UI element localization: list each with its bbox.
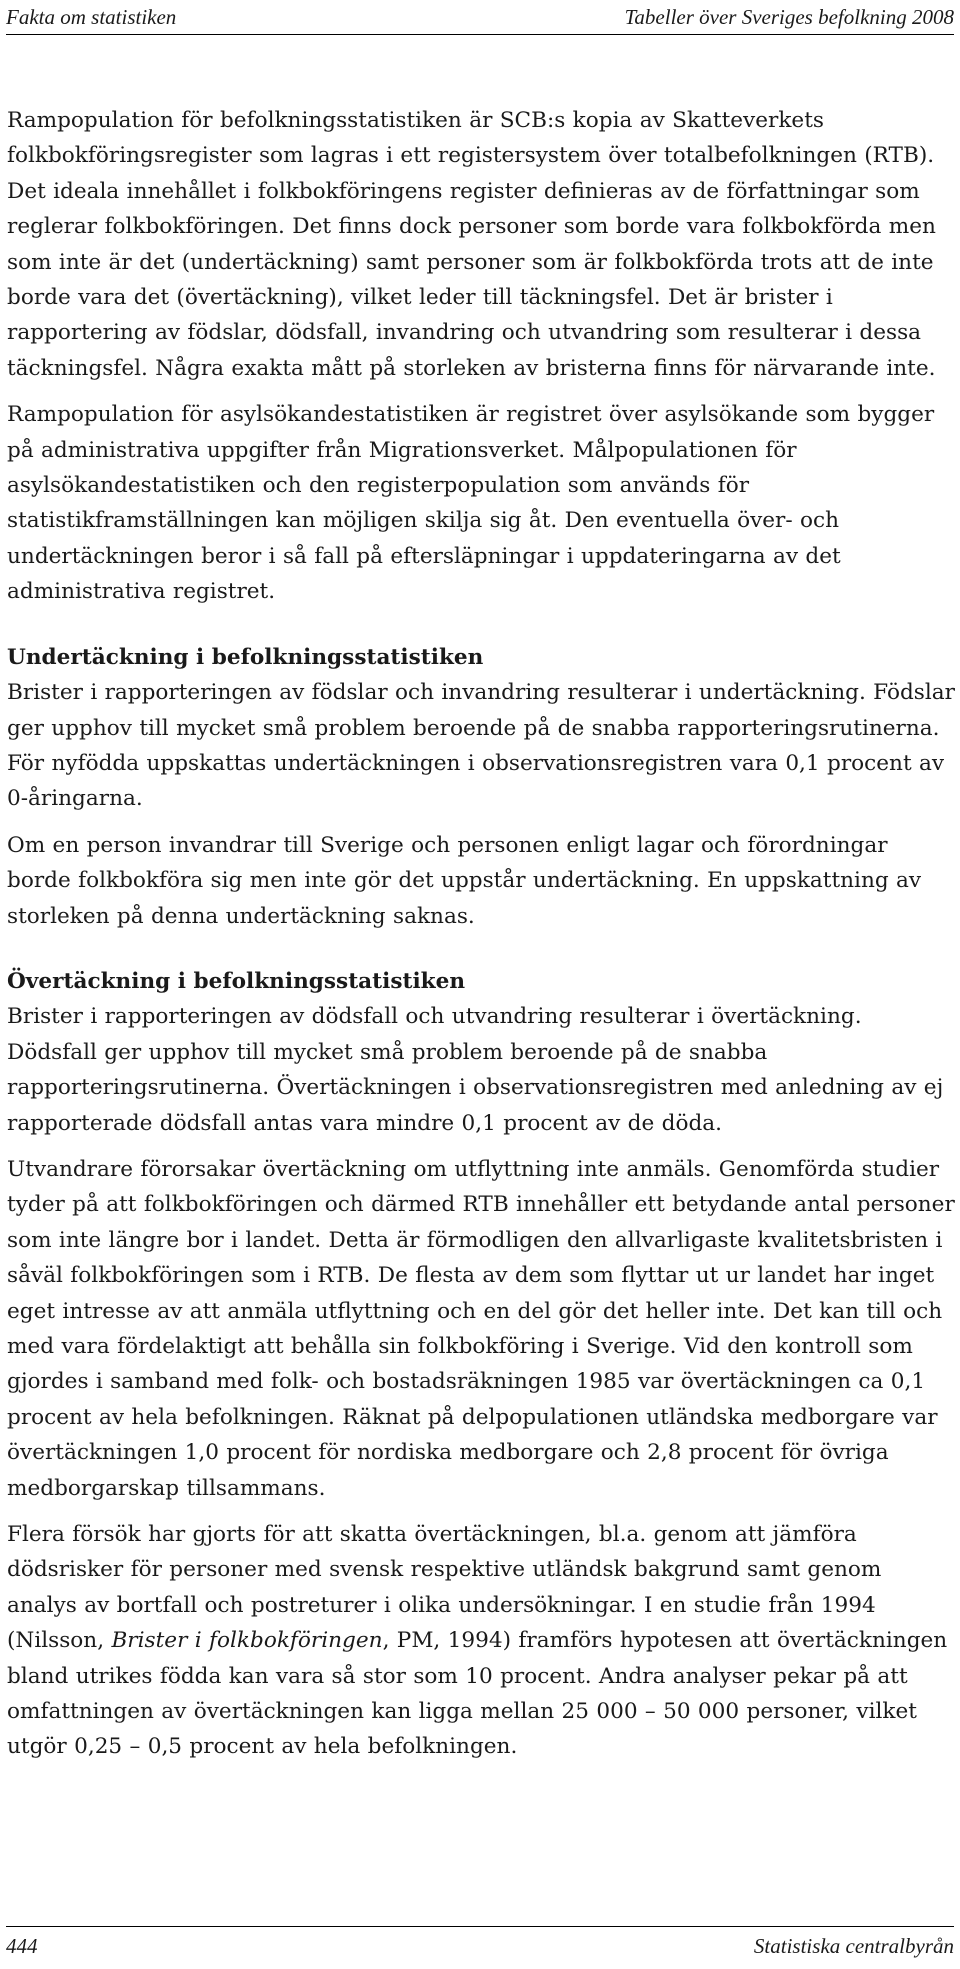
paragraph-text-part: Flera försök har gjorts för att skatta övertäckningen, bl.a. genom att jämföra dödsrisker för personer med svensk respektive utländsk bakgrund samt genom analys av bortfall och postreturer i olika undersökningar. I en studie från 1994 (Nilsson, (7, 1522, 882, 1654)
page-body (7, 103, 957, 1765)
paragraph-overtackning-utvandrare: Utvandrare förorsakar övertäckning om utflyttning inte anmäls. Genomförda studier tyder på att folkbokföringen och därmed RTB innehåller ett betydande antal personer som inte längre bor i landet. Detta är förmodligen den allvarligaste kvalitetsbristen i såväl folkbokföringen som i RTB. De flesta av dem som flyttar ut ur landet har inget eget intresse av att anmäla utflyttning och en del gör det heller inte. Det kan till och med vara fördelaktigt att behålla sin folkbokföring i Sverige. Vid den kontroll som gjordes i samband med folk- och bostadsräkningen 1985 var övertäckningen ca 0,1 procent av hela befolkningen. Räknat på delpopulationen utländska medborgare var övertäckningen 1,0 procent för nordiska medborgare och 2,8 procent för övriga medborgarskap tillsammans. (7, 1156, 955, 1501)
paragraph-rampopulation-befolkning: Rampopulation för befolkningsstatistiken är SCB:s kopia av Skatteverkets folkbokföringsregister som lagras i ett registersystem över totalbefolkningen (RTB). Det ideala innehållet i folkbokföringens register definieras av de författningar som reglerar folkbokföringen. Det finns dock personer som borde vara folkbokförda men som inte är det (undertäckning) samt personer som är folkbokförda trots att de inte borde vara det (övertäckning), vilket leder till täckningsfel. Det är brister i rapportering av födslar, dödsfall, invandring och utvandring som resulterar i dessa täckningsfel. Några exakta mått på storleken av bristerna finns för närvarande inte. (7, 108, 936, 381)
header-section-title: Fakta om statistiken (6, 4, 177, 29)
cited-title: Brister i folkbokföringen (111, 1628, 383, 1654)
paragraph-text-part: , PM, 1994) framförs hypotesen att övertäckningen bland utrikes födda kan vara så stor som 10 procent. Andra analyser pekar på att omfattningen av övertäckningen kan ligga mellan 25 000 – 50 000 personer, vilket utgör 0,25 – 0,5 procent av hela befolkningen. (7, 1628, 948, 1760)
paragraph-undertackning-fodslar: Brister i rapporteringen av födslar och invandring resulterar i undertäckning. Födslar ger upphov till mycket små problem beroende på de snabba rapporteringsrutinerna. För nyfödda uppskattas undertäckningen i observationsregistren vara 0,1 procent av 0-åringarna. (7, 680, 955, 812)
running-header (6, 0, 954, 35)
paragraph-undertackning-invandring: Om en person invandrar till Sverige och personen enligt lagar och förordningar borde folkbokföra sig men inte gör det uppstår undertäckning. En uppskattning av storleken på denna undertäckning saknas. (7, 832, 922, 929)
paragraph-rampopulation-asyl: Rampopulation för asylsökandestatistiken är registret över asylsökande som bygger på administrativa uppgifter från Migrationsverket. Målpopulationen för asylsökandestatistiken och den registerpopulation som används för statistikframställningen kan möjligen skilja sig åt. Den eventuella över- och undertäckningen beror i så fall på eftersläpningar i uppdateringarna av det administrativa registret. (7, 402, 935, 605)
paragraph-overtackning-skattningar (7, 1517, 957, 1765)
heading-undertackning: Undertäckning i befolkningsstatistiken (7, 644, 484, 670)
running-footer (6, 1926, 954, 1965)
heading-overtackning: Övertäckning i befolkningsstatistiken (7, 968, 466, 994)
page-number: 444 (6, 1933, 38, 1958)
header-publication-title: Tabeller över Sveriges befolkning 2008 (624, 4, 954, 29)
paragraph-overtackning-dodsfall: Brister i rapporteringen av dödsfall och utvandring resulterar i övertäckning. Dödsfall ger upphov till mycket små problem beroende på de snabba rapporteringsrutinerna. Övertäckningen i observationsregistren med anledning av ej rapporterade dödsfall antas vara mindre 0,1 procent av de döda. (7, 1004, 944, 1136)
footer-publisher: Statistiska centralbyrån (753, 1933, 954, 1958)
